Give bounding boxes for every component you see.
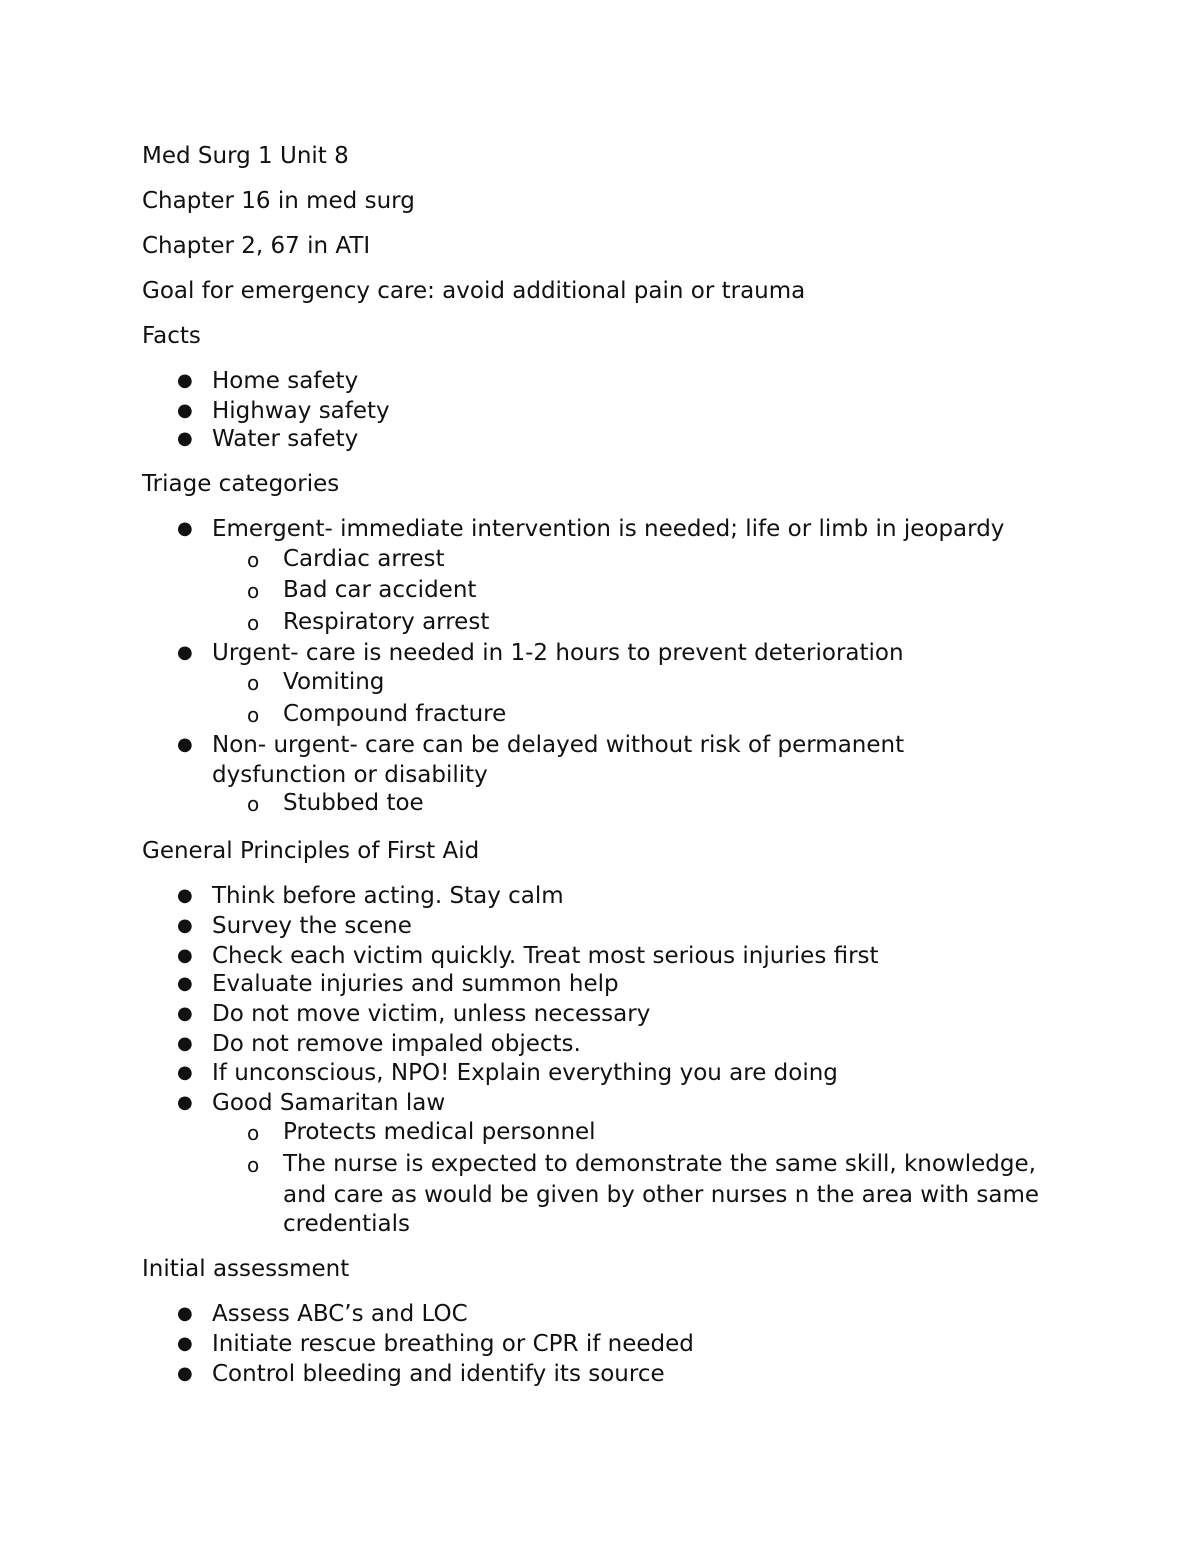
bullet-marker: ● (177, 518, 193, 539)
sub-list-item: o Vomiting (283, 667, 1083, 697)
bullet-marker: ● (177, 1363, 193, 1384)
bullet-marker: ● (177, 945, 193, 966)
sub-marker: o (247, 548, 260, 572)
list-item: ● Control bleeding and identify its source (177, 1361, 665, 1387)
sub-marker: o (247, 703, 260, 727)
bullet-marker: ● (177, 1303, 193, 1324)
list-item: ● Survey the scene (177, 913, 412, 939)
bullet-marker: ● (177, 642, 193, 663)
assessment-heading: Initial assessment (142, 1256, 350, 1282)
bullet-marker: ● (177, 734, 193, 755)
bullet-marker: ● (177, 1062, 193, 1083)
bullet-marker: ● (177, 1033, 193, 1054)
bullet-marker: ● (177, 1333, 193, 1354)
chapter-ati: Chapter 2, 67 in ATI (142, 233, 371, 259)
bullet-marker: ● (177, 400, 193, 421)
sub-list-item: o Cardiac arrest (283, 544, 1083, 574)
goal-line: Goal for emergency care: avoid additional pain or trauma (142, 278, 806, 304)
doc-title: Med Surg 1 Unit 8 (142, 143, 349, 169)
list-item-continuation: dysfunction or disability (212, 762, 488, 788)
list-item: ● Urgent- care is needed in 1-2 hours to prevent deterioration (177, 640, 904, 666)
sub-marker: o (247, 671, 260, 695)
chapter-med-surg: Chapter 16 in med surg (142, 188, 415, 214)
list-item: ● Non- urgent- care can be delayed without risk of permanent (177, 732, 905, 758)
sub-marker: o (247, 792, 260, 816)
sub-list-item-continuation: and care as would be given by other nurses n the area with same (283, 1182, 1040, 1208)
sub-marker: o (247, 1121, 260, 1145)
bullet-marker: ● (177, 885, 193, 906)
list-item: ● Do not move victim, unless necessary (177, 1001, 651, 1027)
sub-marker: o (247, 579, 260, 603)
sub-list-item: o Protects medical personnel (283, 1117, 1083, 1147)
triage-heading: Triage categories (142, 471, 340, 497)
sub-list-item: o Stubbed toe (283, 788, 1083, 818)
list-item: ● Evaluate injuries and summon help (177, 971, 619, 997)
sub-list-item: o Compound fracture (283, 699, 1083, 729)
sub-list-item: o Respiratory arrest (283, 607, 1083, 637)
bullet-marker: ● (177, 428, 193, 449)
bullet-marker: ● (177, 1003, 193, 1024)
sub-marker: o (247, 611, 260, 635)
list-item: ● If unconscious, NPO! Explain everything you are doing (177, 1060, 838, 1086)
list-item: ● Initiate rescue breathing or CPR if needed (177, 1331, 694, 1357)
bullet-marker: ● (177, 973, 193, 994)
sub-list-item: o The nurse is expected to demonstrate the same skill, knowledge, (283, 1149, 1083, 1179)
list-item: ● Highway safety (177, 398, 390, 424)
list-item: ● Good Samaritan law (177, 1090, 446, 1116)
list-item: ● Think before acting. Stay calm (177, 883, 564, 909)
list-item: ● Water safety (177, 426, 359, 452)
list-item: ● Assess ABC’s and LOC (177, 1301, 468, 1327)
bullet-marker: ● (177, 915, 193, 936)
bullet-marker: ● (177, 370, 193, 391)
sub-list-item-continuation: credentials (283, 1211, 410, 1237)
sub-marker: o (247, 1153, 260, 1177)
list-item: ● Emergent- immediate intervention is needed; life or limb in jeopardy (177, 516, 1005, 542)
facts-heading: Facts (142, 323, 201, 349)
list-item: ● Do not remove impaled objects. (177, 1031, 581, 1057)
bullet-marker: ● (177, 1092, 193, 1113)
principles-heading: General Principles of First Aid (142, 838, 480, 864)
list-item: ● Home safety (177, 368, 359, 394)
list-item: ● Check each victim quickly. Treat most serious injuries first (177, 943, 879, 969)
sub-list-item: o Bad car accident (283, 575, 1083, 605)
